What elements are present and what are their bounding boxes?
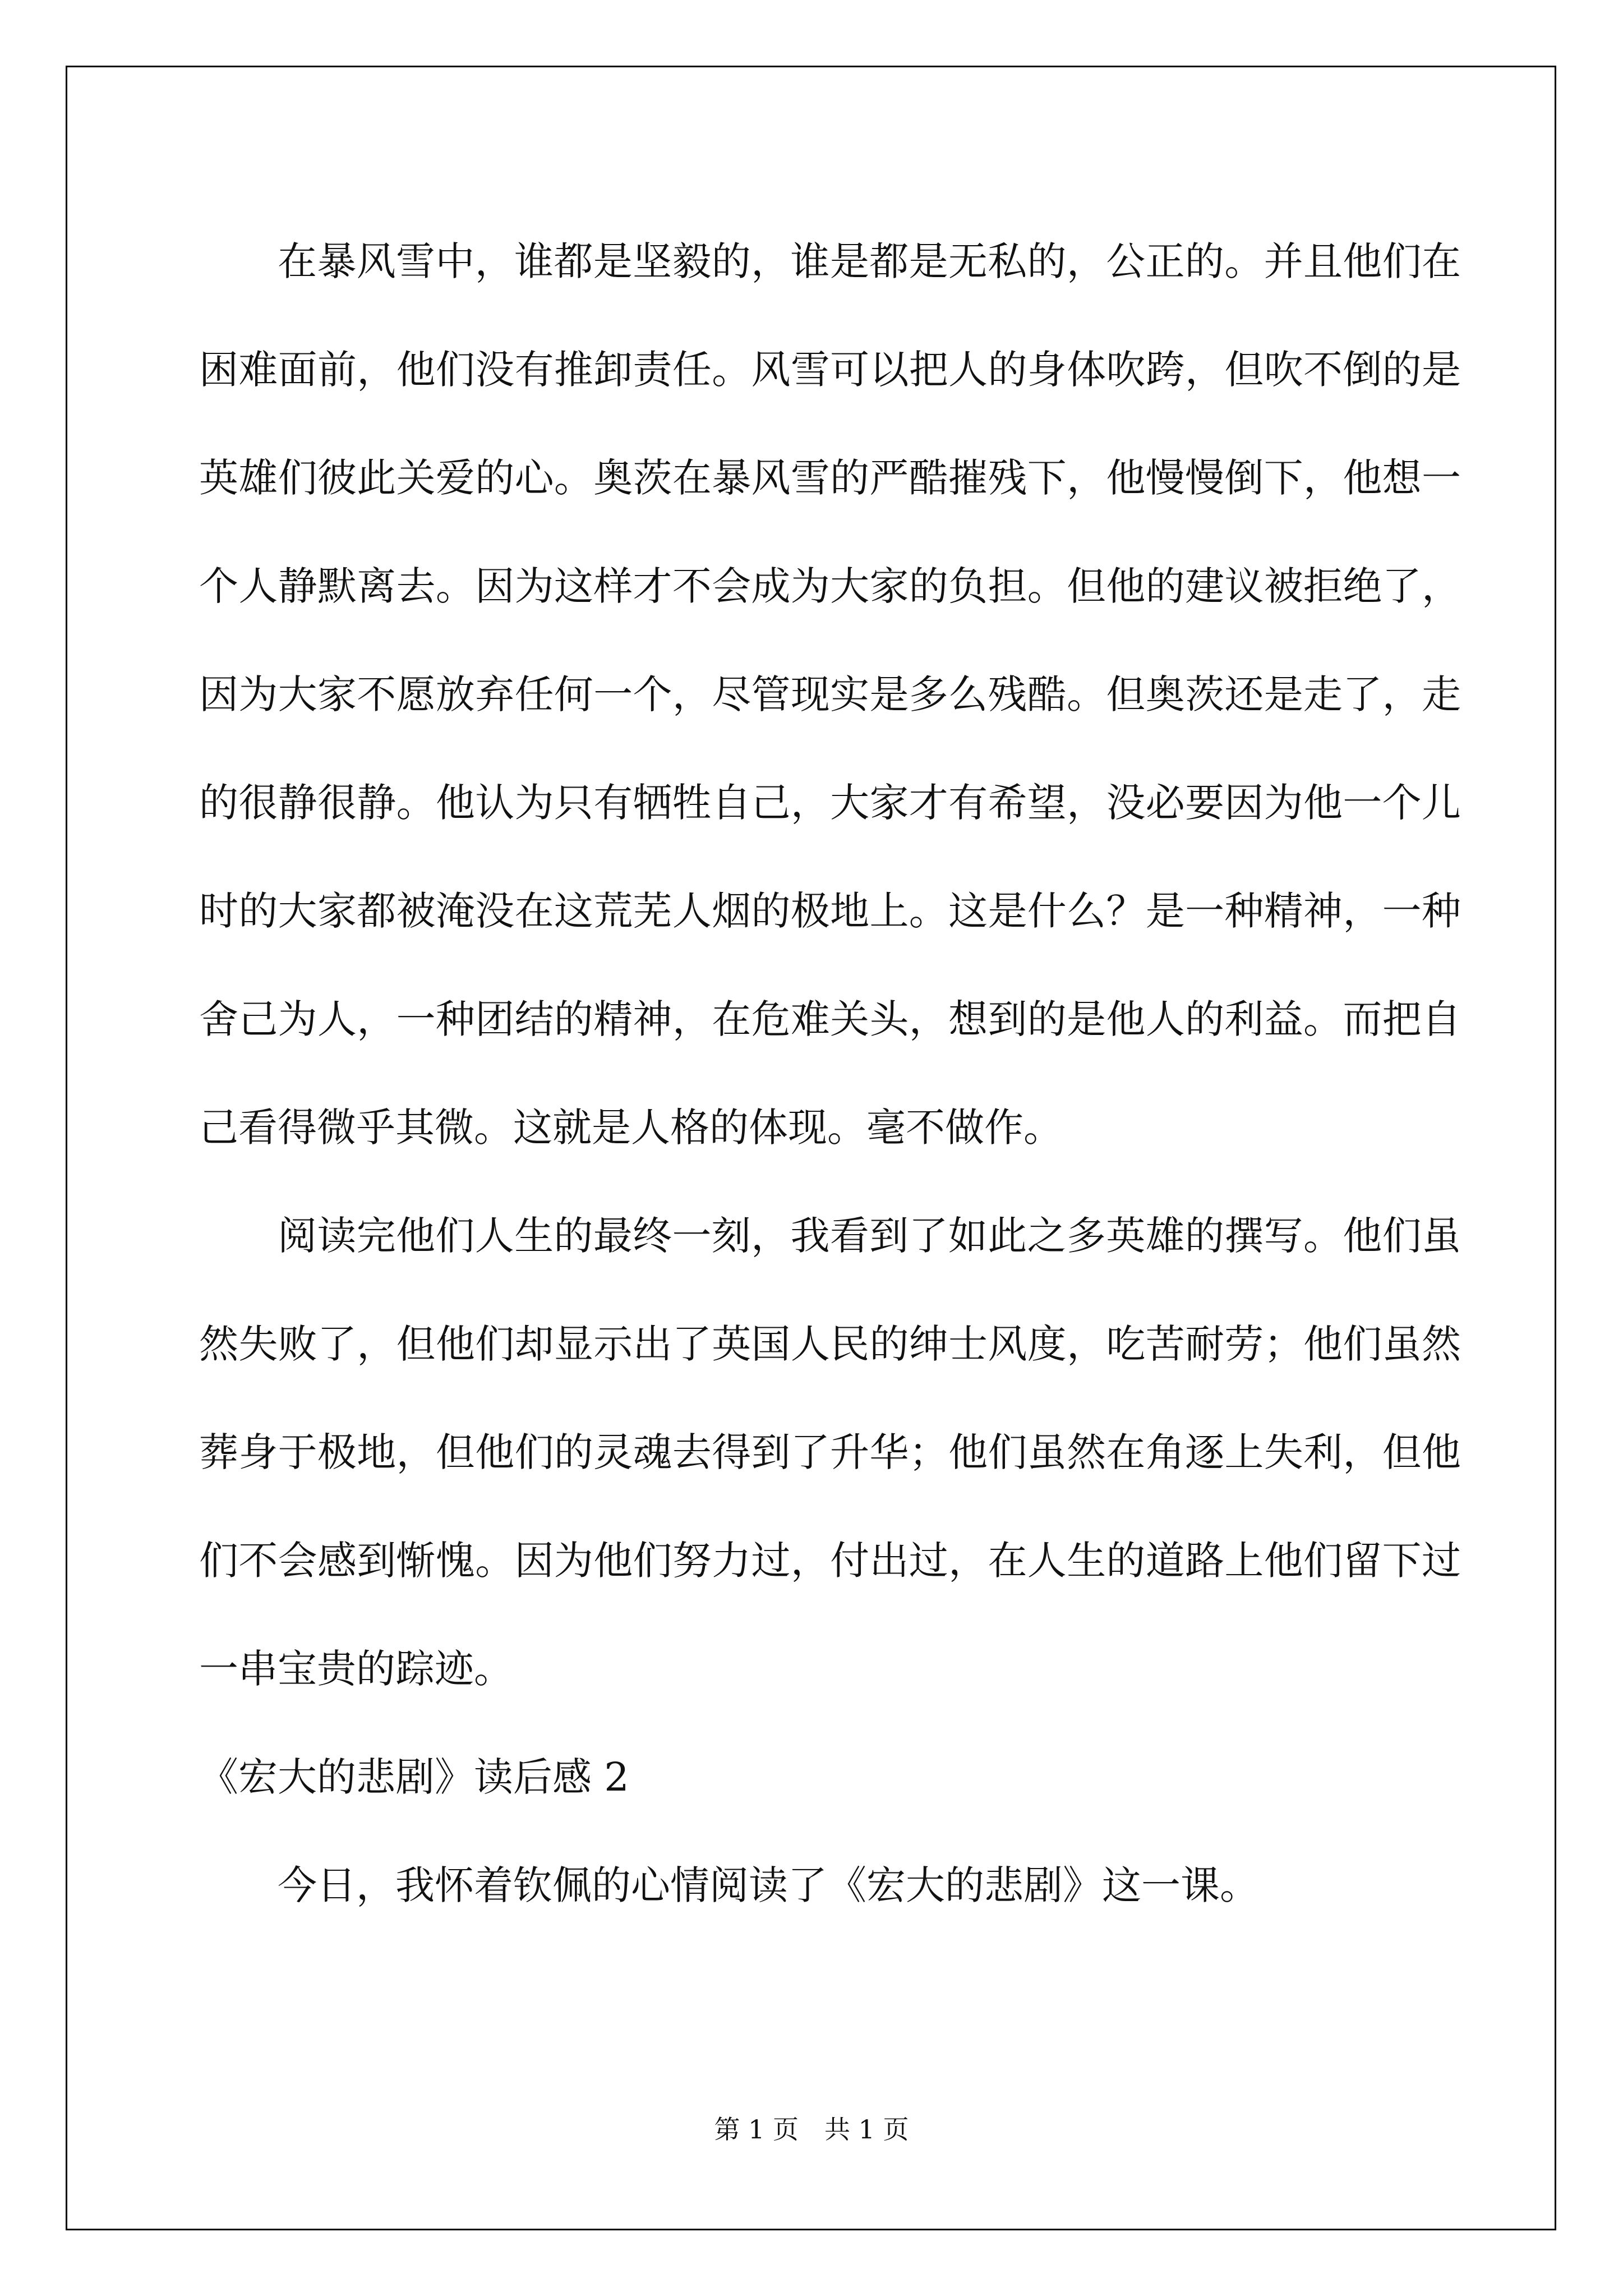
paragraph-2: 阅读完他们人生的最终一刻，我看到了如此之多英雄的撰写。他们虽然失败了，但他们却显示出了英国人民的绅士风度，吃苦耐劳；他们虽然葬身于极地，但他们的灵魂去得到了升华；他们虽然在角逐上失利，但他们不会感到惭愧。因为他们努力过，付出过，在人生的道路上他们留下过一串宝贵的踪迹。	[199, 1213, 1461, 1692]
page-number-footer: 第 1 页 共 1 页	[714, 2114, 909, 2145]
document-body	[199, 208, 1461, 1940]
paragraph-3: 今日，我怀着钦佩的心情阅读了《宏大的悲剧》这一课。	[278, 1862, 1259, 1908]
section-title: 《宏大的悲剧》读后感 2	[199, 1754, 629, 1800]
paragraph-1: 在暴风雪中，谁都是坚毅的，谁是都是无私的，公正的。并且他们在困难面前，他们没有推卸责任。风雪可以把人的身体吹跨，但吹不倒的是英雄们彼此关爱的心。奥茨在暴风雪的严酷摧残下，他慢慢倒下，他想一个人静默离去。因为这样才不会成为大家的负担。但他的建议被拒绝了，因为大家不愿放弃任何一个，尽管现实是多么残酷。但奥茨还是走了，走的很静很静。他认为只有牺牲自己，大家才有希望，没必要因为他一个儿时的大家都被淹没在这荒芜人烟的极地上。这是什么？是一种精神，一种舍己为人，一种团结的精神，在危难关头，想到的是他人的利益。而把自己看得微乎其微。这就是人格的体现。毫不做作。	[199, 238, 1461, 1151]
